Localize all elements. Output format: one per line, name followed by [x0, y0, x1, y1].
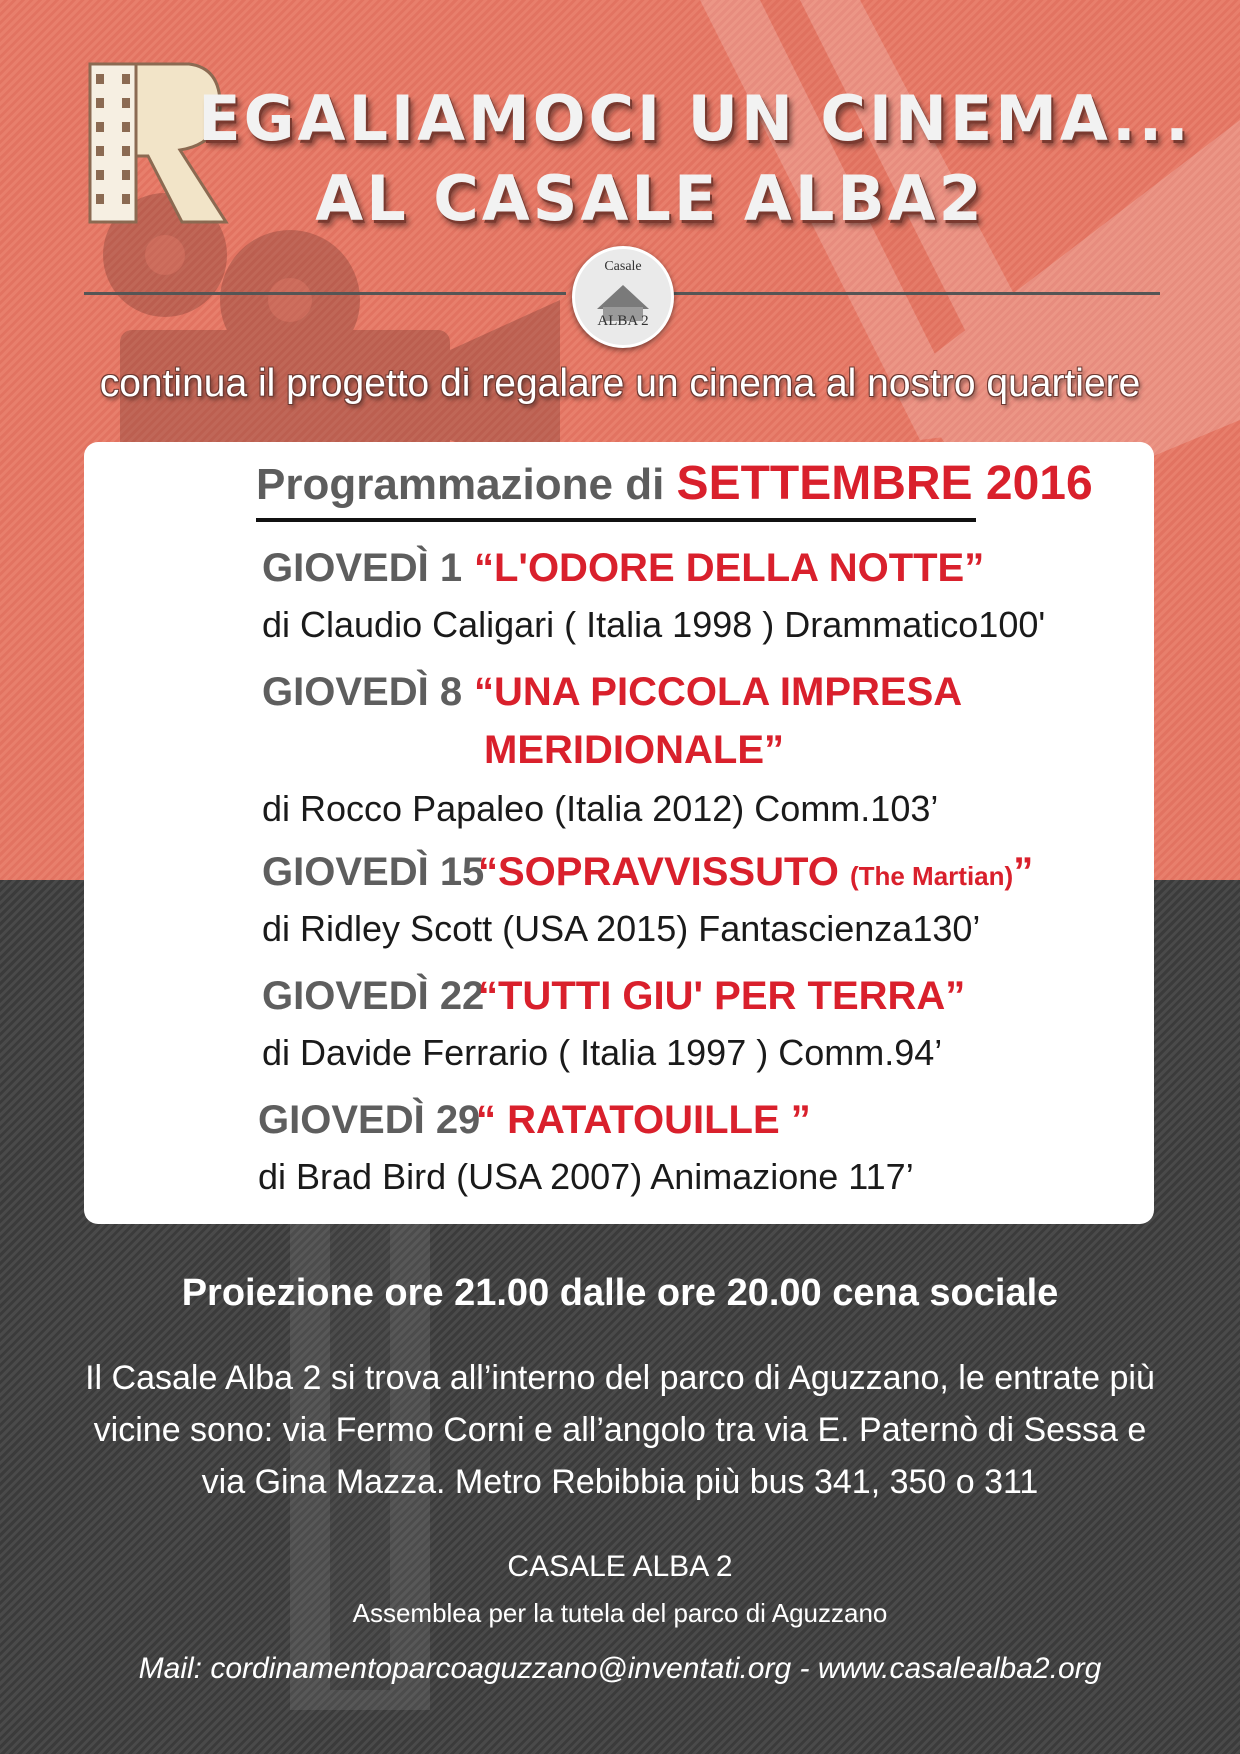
program-heading-underline — [256, 518, 976, 522]
film-day: GIOVEDÌ 29 — [258, 1098, 481, 1142]
film-title: “ RATATOUILLE ” — [476, 1098, 811, 1142]
film-credits: di Rocco Papaleo (Italia 2012) Comm.103’ — [262, 788, 939, 829]
program-heading — [256, 456, 1093, 511]
organization-description: Assemblea per la tutela del parco di Aguzzano — [352, 1598, 888, 1628]
location-line-2: vicine sono: via Fermo Corni e all’angolo tra via E. Paternò di Sessa e — [93, 1411, 1147, 1449]
projection-info: Proiezione ore 21.00 dalle ore 20.00 cena sociale — [181, 1272, 1059, 1314]
film-title — [478, 850, 1033, 895]
film-day: GIOVEDÌ 15 — [262, 850, 485, 894]
logo-text-top: Casale — [604, 259, 642, 274]
organization-name: CASALE ALBA 2 — [507, 1550, 733, 1583]
film-title-note: (The Martian) — [849, 861, 1014, 891]
location-info — [80, 1352, 1160, 1508]
logo-text-bottom: ALBA 2 — [597, 313, 649, 329]
divider-right — [672, 292, 1160, 295]
program-month: SETTEMBRE 2016 — [676, 457, 1093, 510]
film-title: “TUTTI GIU' PER TERRA” — [478, 974, 966, 1018]
title-initial: R — [84, 58, 85, 59]
location-line-1: Il Casale Alba 2 si trova all’interno del parco di Aguzzano, le entrate più — [85, 1359, 1155, 1397]
film-day: GIOVEDÌ 8 — [262, 670, 463, 714]
casale-logo-icon — [572, 246, 674, 348]
film-title-close: ” — [1013, 850, 1034, 894]
film-credits: di Claudio Caligari ( Italia 1998 ) Drammatico100' — [262, 604, 1046, 645]
title-line-2: AL CASALE ALBA2 — [315, 162, 985, 235]
projector-icon — [103, 193, 560, 480]
film-day: GIOVEDÌ 22 — [262, 974, 485, 1018]
location-line-3: via Gina Mazza. Metro Rebibbia più bus 341, 350 o 311 — [201, 1463, 1039, 1501]
film-credits: di Ridley Scott (USA 2015) Fantascienza130’ — [262, 908, 981, 949]
contact-line: Mail: cordinamentoparcoaguzzano@inventati.org - www.casalealba2.org — [138, 1652, 1102, 1685]
title-line-1: EGALIAMOCI UN CINEMA... — [198, 82, 1192, 155]
film-title-line-2: MERIDIONALE” — [484, 728, 784, 772]
subtitle: continua il progetto di regalare un cinema al nostro quartiere — [99, 362, 1141, 405]
film-credits: di Davide Ferrario ( Italia 1997 ) Comm.94’ — [262, 1032, 943, 1073]
divider-left — [84, 292, 566, 295]
film-title-main: “SOPRAVVISSUTO — [478, 850, 839, 894]
program-heading-label: Programmazione di — [256, 460, 665, 509]
film-day: GIOVEDÌ 1 — [262, 546, 463, 590]
film-title: “UNA PICCOLA IMPRESA — [474, 670, 963, 714]
film-credits: di Brad Bird (USA 2007) Animazione 117’ — [258, 1156, 914, 1197]
film-title: “L'ODORE DELLA NOTTE” — [474, 546, 985, 590]
